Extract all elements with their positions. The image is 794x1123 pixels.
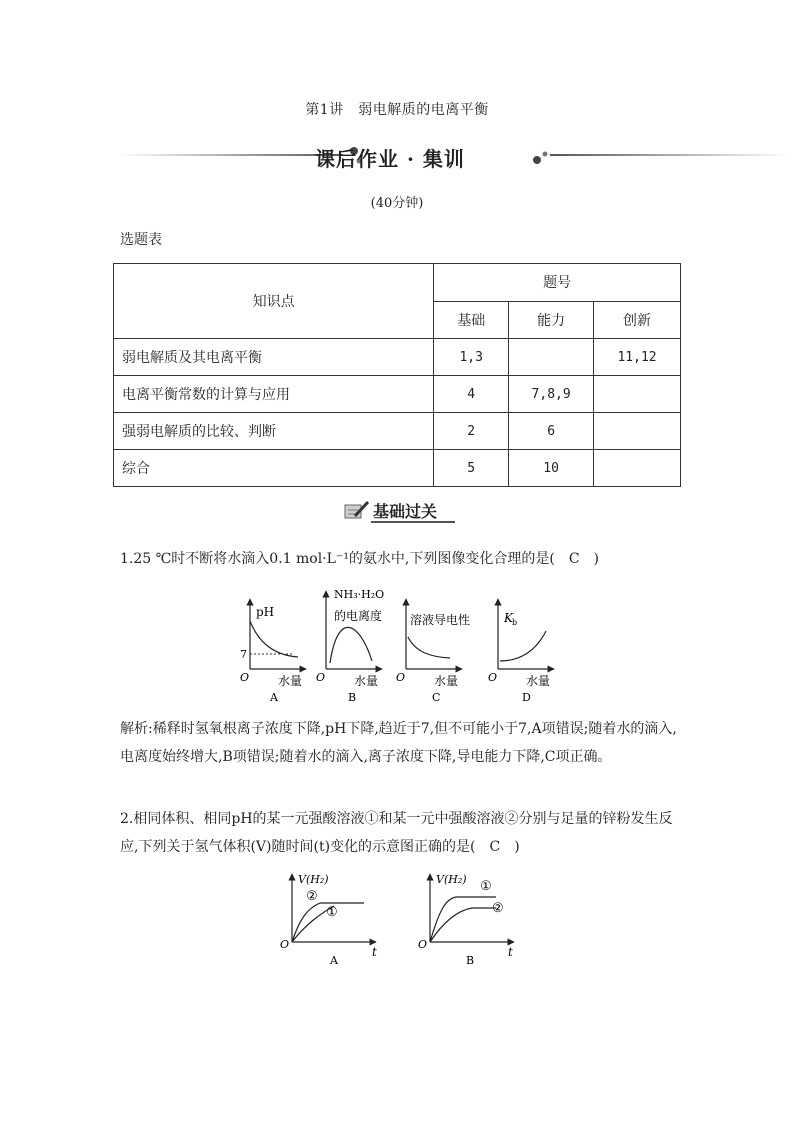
graph-a-y-label: pH bbox=[256, 605, 275, 619]
header-knowledge: 知识点 bbox=[114, 264, 434, 339]
graph-c-label: C bbox=[432, 691, 441, 704]
graph-a-mark-7: 7 bbox=[240, 648, 247, 661]
graph-2b-bottom-curve: ② bbox=[492, 901, 504, 916]
banner-right-line bbox=[550, 154, 790, 156]
graph-a-label: A bbox=[270, 691, 278, 704]
banner-right-dots-icon bbox=[530, 144, 552, 166]
graph-c-y-label: 溶液导电性 bbox=[410, 613, 471, 627]
row-innovation: 11,12 bbox=[594, 339, 681, 376]
graph-2b-label: B bbox=[466, 954, 475, 967]
table-row bbox=[114, 450, 681, 487]
row-topic: 综合 bbox=[114, 450, 434, 487]
graph-b-label: B bbox=[348, 691, 357, 704]
graph-2a-label: A bbox=[330, 954, 338, 967]
question-1-text: 1.25 ℃时不断将水滴入0.1 mol·L⁻¹的氨水中,下列图像变化合理的是( C ) bbox=[120, 551, 600, 567]
section-header bbox=[343, 497, 455, 523]
graph-d-origin: O bbox=[488, 671, 498, 684]
header-innovation: 创新 bbox=[594, 301, 681, 339]
graph-2b-y-label: V(H₂) bbox=[436, 873, 467, 886]
row-ability bbox=[509, 339, 594, 376]
row-basic: 1,3 bbox=[434, 339, 509, 376]
banner-title: 课后作业 · 集训 bbox=[315, 147, 465, 171]
header-number: 题号 bbox=[434, 264, 681, 302]
graph-2a bbox=[280, 873, 377, 967]
topic-table bbox=[113, 263, 681, 487]
row-innovation bbox=[594, 450, 681, 487]
row-topic: 强弱电解质的比较、判断 bbox=[114, 413, 434, 450]
graph-a bbox=[240, 599, 306, 704]
graph-b bbox=[316, 588, 384, 704]
table-row bbox=[114, 413, 681, 450]
graph-a-origin: O bbox=[240, 671, 250, 684]
row-topic: 电离平衡常数的计算与应用 bbox=[114, 376, 434, 413]
graph-2b-x-label: t bbox=[508, 945, 513, 959]
graph-c bbox=[396, 599, 470, 704]
graph-2b-origin: O bbox=[418, 938, 428, 951]
graph-d-y-sub: b bbox=[512, 618, 518, 627]
section-title: 基础过关 bbox=[373, 502, 438, 521]
table-header-row bbox=[114, 264, 681, 302]
graph-2a-y-label: V(H₂) bbox=[298, 873, 329, 886]
row-ability: 6 bbox=[509, 413, 594, 450]
graph-2a-top-curve: ② bbox=[306, 889, 318, 904]
banner bbox=[118, 140, 790, 170]
row-basic: 2 bbox=[434, 413, 509, 450]
graph-2b-top-curve: ① bbox=[480, 879, 492, 894]
graph-b-y-label-2: 的电离度 bbox=[334, 609, 383, 623]
section-underline bbox=[371, 521, 455, 523]
graph-d-label: D bbox=[522, 691, 531, 704]
question-2-text: 2.相同体积、相同pH的某一元强酸溶液①和某一元中强酸溶液②分别与足量的锌粉发生反应,下列关于氢气体积(V)随时间(t)变化的示意图正确的是( C ) bbox=[120, 811, 673, 855]
graph-b-origin: O bbox=[316, 671, 326, 684]
row-basic: 4 bbox=[434, 376, 509, 413]
graph-2b bbox=[418, 873, 514, 967]
question-2-graphs bbox=[276, 868, 526, 972]
graph-b-x-label: 水量 bbox=[354, 674, 379, 688]
graph-a-x-label: 水量 bbox=[278, 674, 303, 688]
graph-c-origin: O bbox=[396, 671, 406, 684]
graph-2a-bottom-curve: ① bbox=[326, 905, 338, 920]
graph-b-y-label-1: NH₃·H₂O bbox=[334, 588, 385, 601]
graph-2a-x-label: t bbox=[372, 945, 377, 959]
chapter-title: 第1讲 弱电解质的电离平衡 bbox=[305, 102, 489, 118]
graph-c-x-label: 水量 bbox=[434, 674, 459, 688]
header-ability: 能力 bbox=[509, 301, 594, 339]
table-row bbox=[114, 339, 681, 376]
row-basic: 5 bbox=[434, 450, 509, 487]
row-topic: 弱电解质及其电离平衡 bbox=[114, 339, 434, 376]
header-basic: 基础 bbox=[434, 301, 509, 339]
row-innovation bbox=[594, 413, 681, 450]
graph-2a-origin: O bbox=[280, 938, 290, 951]
question-1-analysis: 解析:稀释时氢氧根离子浓度下降,pH下降,趋近于7,但不可能小于7,A项错误;随着水的滴入,电离度始终增大,B项错误;随着水的滴入,离子浓度下降,导电能力下降,C项正确。 bbox=[120, 721, 677, 765]
duration-note: (40分钟) bbox=[370, 196, 424, 211]
table-caption: 选题表 bbox=[120, 232, 162, 248]
graph-d-x-label: 水量 bbox=[526, 674, 551, 688]
question-1-graphs bbox=[236, 585, 556, 709]
graph-d bbox=[488, 599, 554, 704]
pencil-note-icon bbox=[343, 499, 371, 521]
row-ability: 10 bbox=[509, 450, 594, 487]
table-row bbox=[114, 376, 681, 413]
row-ability: 7,8,9 bbox=[509, 376, 594, 413]
graph-d-y-label: K bbox=[504, 611, 513, 625]
row-innovation bbox=[594, 376, 681, 413]
